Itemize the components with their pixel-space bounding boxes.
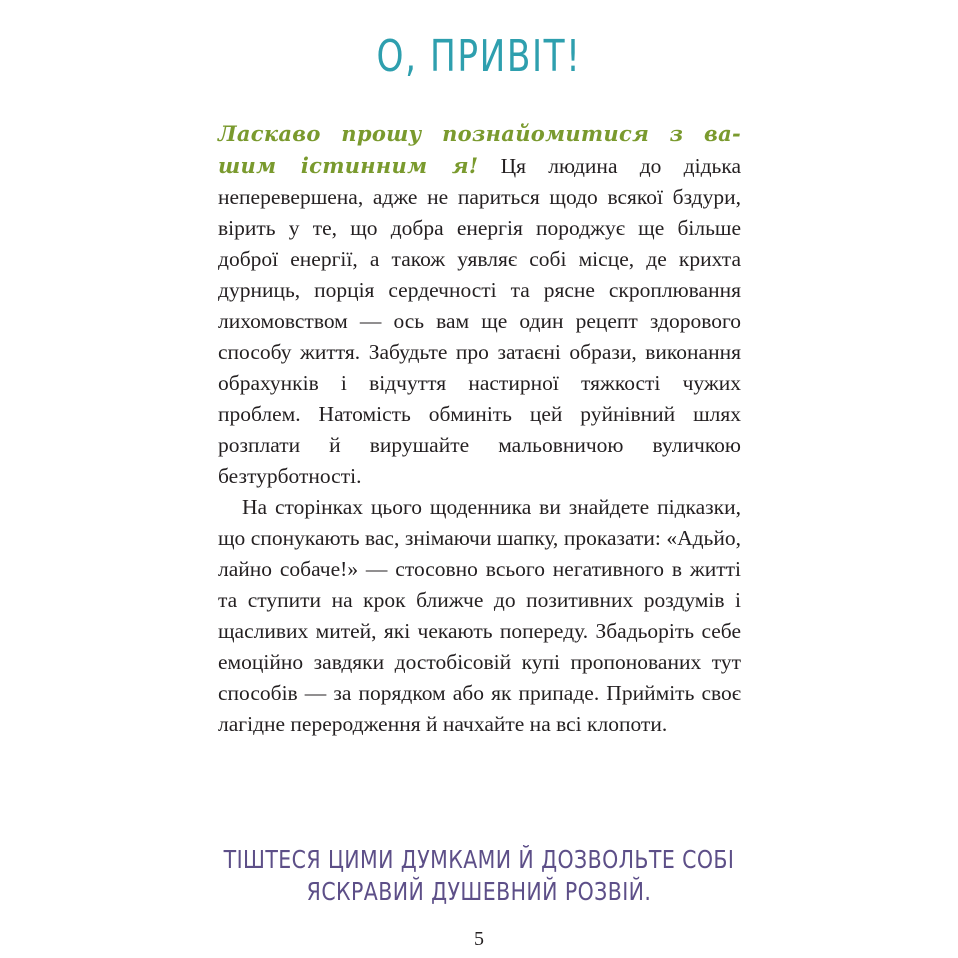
page-number: 5	[474, 928, 484, 950]
paragraph-1-text: Ця людина до дідька неперевершена, адже не париться щодо всякої бздури, вірить у те, що добра енергія породжує ще більше доброї енергії, а також уявляє собі місце, де крихта дурниць, порція сердечності та рясне скроплювання лихомовством — ось вам ще один рецепт здорового способу життя. Забудьте про затаєні образи, виконання обрахунків і відчуття настирної тяжкості чужих проблем. Натомість обминіть цей руйнівний шлях розплати й вирушайте мальовничою вуличкою безтурботності.	[218, 154, 741, 488]
closing-note	[86, 844, 872, 908]
closing-note-line-1: ТІШТЕСЯ ЦИМИ ДУМКАМИ Й ДОЗВОЛЬТЕ СОБІ	[223, 845, 735, 874]
closing-note-line-2: ЯСКРАВИЙ ДУШЕВНИЙ РОЗВІЙ.	[306, 877, 652, 906]
paragraph-1	[218, 118, 741, 492]
page-title: О, ПРИВІТ!	[376, 31, 582, 83]
lead-phrase: Ласкаво прошу познайомитися з ва-шим істинним я!	[218, 121, 741, 178]
paragraph-2: На сторінках цього щоденника ви знайдете підказки, що спонукають вас, знімаючи шапку, проказати: «Адьйо, лайно собаче!» — стосовно всього негативного в житті та ступити на крок ближче до позитивних роздумів і щасливих митей, які чекають попереду. Збадьоріть себе емоційно завдяки достобісовій купі пропонованих тут способів — за порядком або як припаде. Прийміть своє лагідне переродження й начхайте на всі клопоти.	[218, 495, 741, 736]
body-text	[218, 118, 741, 740]
